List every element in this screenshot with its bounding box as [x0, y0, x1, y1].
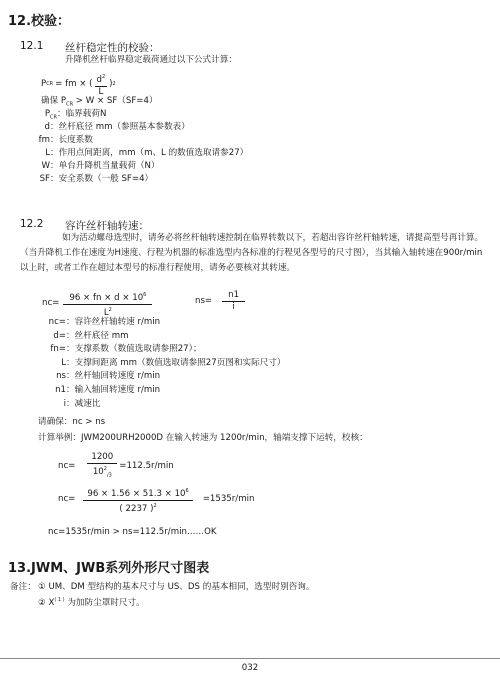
pcr-formula-close-sup: 2: [112, 81, 116, 88]
calc-2-num: 96 × 1.56 × 51.3 × 10: [87, 488, 186, 499]
calc-2-fraction: [83, 486, 192, 515]
note-2-text2: 为加防尘罩时尺寸。: [64, 597, 145, 608]
nc-formula-den-sup: 2: [108, 306, 112, 313]
nc-formula-fraction: [63, 290, 152, 319]
definition-symbol: P: [44, 109, 50, 119]
definition-symbol: i: [63, 398, 66, 409]
pcr-definition-row: [28, 175, 153, 185]
nc-ensure: 请确保：nc > ns: [38, 417, 106, 427]
calc-result: nc=1535r/min > ns=112.5r/min……OK: [48, 527, 217, 537]
definition-symbol: fm: [38, 135, 50, 145]
calc-2-rhs: =1535r/min: [202, 494, 255, 505]
definition-symbol-sub: CR: [50, 114, 57, 121]
calc-2-num-sup: 6: [185, 488, 189, 494]
note-1: [38, 583, 314, 593]
definition-symbol: fn=: [50, 344, 66, 355]
nc-definition-row: [36, 372, 160, 382]
pcr-formula-lhs: P: [41, 78, 47, 89]
calc-1: [58, 452, 174, 482]
section-12-1-intro: 升降机丝杆临界稳定载荷通过以下公式计算：: [65, 55, 237, 65]
calc-example: 计算举例：JWM200URH2000D 在输入转速为 1200r/min，轴端支撑下运转，校核：: [38, 433, 368, 443]
calc-2: [58, 486, 254, 515]
definition-text: ：丝杆轴回转速度 r/min: [66, 371, 161, 382]
calc-1-den-sup: 2: [103, 466, 107, 472]
nc-definition-row: [36, 318, 160, 328]
pcr-formula-num: d: [96, 74, 102, 85]
calc-1-den: 10: [92, 466, 104, 477]
definition-text: ：作用点间距离，mm（m、L 的数值选取请参27）: [50, 148, 249, 158]
nc-formula-lhs: nc=: [42, 298, 60, 309]
section-12-1-title: 丝杆稳定性的校验：: [65, 42, 160, 54]
pcr-formula-lhs-sub: CR: [46, 81, 54, 88]
pcr-ensure-sub: CR: [66, 101, 74, 108]
calc-1-fraction: [87, 452, 117, 482]
nc-definition-row: [36, 345, 202, 355]
ns-formula-lhs: ns=: [195, 295, 213, 306]
pcr-formula-fraction: [95, 72, 108, 98]
pcr-formula-num-sup: 2: [101, 74, 106, 80]
note-1-mark: ①: [38, 582, 46, 592]
nc-formula-den: L: [103, 307, 109, 318]
definition-symbol: d=: [53, 330, 66, 341]
note-2-text: X: [45, 597, 55, 608]
ns-formula: [195, 290, 245, 313]
ns-formula-num: n1: [222, 290, 245, 302]
definition-text: ：安全系数（一般 SF=4）: [50, 174, 154, 184]
pcr-ensure-a: 确保 P: [41, 96, 67, 106]
definition-symbol: d: [44, 122, 50, 132]
calc-1-num: 1200: [87, 452, 117, 464]
section-12-title: 12.校验：: [8, 14, 71, 29]
pcr-formula-close: ): [109, 78, 113, 89]
calc-2-den-sup: 2: [153, 502, 157, 509]
calc-1-den-sub: /3: [106, 472, 112, 479]
calc-1-rhs: =112.5r/min: [119, 460, 174, 471]
definition-symbol: L: [61, 357, 66, 368]
definition-text: ：丝杆底径 mm: [66, 330, 129, 341]
pcr-definition-row: [28, 136, 93, 146]
pcr-formula-den: L: [98, 86, 104, 97]
definition-text: ：容许丝杆轴转速 r/min: [66, 317, 161, 327]
pcr-definition-row: [28, 123, 190, 133]
calc-2-lhs: nc=: [58, 494, 76, 505]
definition-text: ：支撑间距离 mm（数值选取请参照27页图和实际尺寸）: [66, 357, 286, 368]
definition-text: ：减速比: [66, 398, 101, 409]
pcr-definition-row: [28, 149, 248, 159]
pcr-definition-row: [28, 162, 160, 172]
nc-definition-row: [36, 359, 285, 369]
nc-definition-row: [36, 332, 128, 342]
note-2-mark: ②: [38, 597, 46, 608]
nc-formula: [42, 290, 152, 319]
section-12-2-number: 12.2: [20, 218, 44, 230]
definition-symbol: n1: [55, 385, 66, 395]
pcr-ensure-b: > W × SF（SF=4）: [73, 96, 158, 106]
pcr-formula: [41, 72, 116, 98]
section-13-title: 13.JWM、JWB系列外形尺寸图表: [8, 561, 210, 576]
ns-formula-fraction: [222, 290, 245, 313]
definition-symbol: L: [45, 148, 50, 158]
pcr-ensure: [41, 97, 158, 108]
nc-formula-num: 96 × fn × d × 10: [69, 292, 144, 303]
definition-symbol: ns: [56, 371, 66, 382]
page-number: 032: [241, 663, 259, 673]
definition-text: ：丝杆底径 mm（参照基本参数表）: [50, 122, 190, 132]
section-12-2-paragraph: 如为活动螺母选型时，请务必将丝杆轴转速控制在临界转数以下，若超出容许丝杆轴转速，请提高型号再计算。（当升降机工作在速度为H速度、行程为机器的标准选型内各标准的行程见各型号的尺寸图），当其输入轴转速在900r/min以上时，或者工作在超过本型号的标准行程使用，请务必要核对其转速。: [20, 233, 484, 273]
definition-text: ：单台升降机当量载荷（N）: [50, 161, 160, 171]
definition-text: ：支撑系数（数值选取请参照27）；: [66, 344, 202, 355]
pcr-definition-row: [28, 110, 106, 121]
notes-label: 备注：: [10, 582, 36, 592]
note-2: [38, 598, 145, 609]
definition-text: ：长度系数: [50, 135, 93, 145]
definition-text: ：输入轴回转速度 r/min: [66, 385, 161, 395]
definition-text: ：临界载荷N: [56, 109, 107, 119]
calc-1-lhs: nc=: [58, 460, 76, 471]
nc-definition-row: [36, 400, 100, 410]
nc-definition-row: [36, 386, 160, 396]
section-12-1-number: 12.1: [20, 40, 44, 52]
calc-2-den: ( 2237 ): [119, 503, 154, 514]
definition-symbol: SF: [39, 174, 50, 184]
note-1-text: UM、DM 型结构的基本尺寸与 US、DS 的基本相同，选型时别咨询。: [45, 582, 315, 592]
nc-formula-num-sup: 6: [143, 292, 147, 298]
definition-symbol: nc=: [48, 317, 66, 327]
note-2-sup: ( 1 ): [54, 597, 65, 603]
definition-symbol: W: [41, 161, 50, 171]
footer-divider: [0, 658, 500, 659]
section-12-2-title: 容许丝杆轴转速：: [65, 220, 149, 232]
ns-formula-den: i: [232, 302, 235, 312]
pcr-formula-mid: = fm × (: [55, 78, 93, 89]
